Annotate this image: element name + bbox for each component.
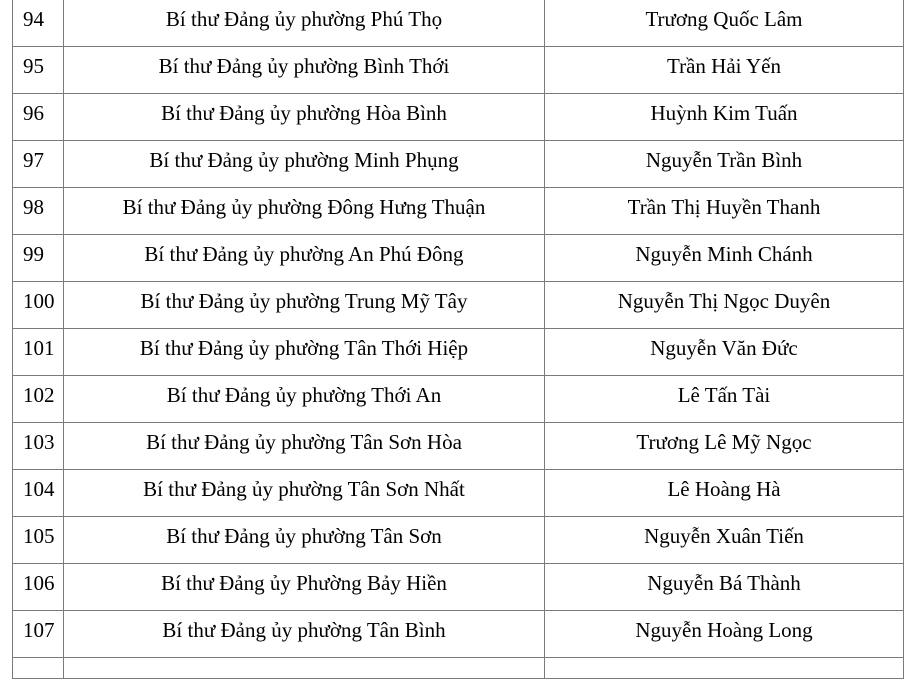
table-row [13, 517, 904, 564]
position-cell: Bí thư Đảng ủy phường Đông Hưng Thuận [64, 188, 545, 235]
person-name-cell: Nguyễn Văn Đức [545, 329, 904, 376]
position-cell: Bí thư Đảng ủy phường Tân Sơn Nhất [64, 470, 545, 517]
row-number-cell: 103 [13, 423, 64, 470]
person-name-cell: Nguyễn Bá Thành [545, 564, 904, 611]
row-number-cell: 95 [13, 47, 64, 94]
position-cell: Bí thư Đảng ủy phường Tân Sơn [64, 517, 545, 564]
position-cell: Bí thư Đảng ủy phường Minh Phụng [64, 141, 545, 188]
person-name-cell: Nguyễn Thị Ngọc Duyên [545, 282, 904, 329]
person-name-cell: Nguyễn Xuân Tiến [545, 517, 904, 564]
position-cell: Bí thư Đảng ủy phường Tân Bình [64, 611, 545, 658]
table-row [13, 235, 904, 282]
position-cell: Bí thư Đảng ủy phường An Phú Đông [64, 235, 545, 282]
appointments-table [12, 0, 904, 679]
row-number-cell: 96 [13, 94, 64, 141]
row-number-cell: 97 [13, 141, 64, 188]
position-cell: Bí thư Đảng ủy phường Hòa Bình [64, 94, 545, 141]
position-cell: Bí thư Đảng ủy Phường Bảy Hiền [64, 564, 545, 611]
person-name-cell: Nguyễn Minh Chánh [545, 235, 904, 282]
person-name-cell: Trương Lê Mỹ Ngọc [545, 423, 904, 470]
row-number-cell: 104 [13, 470, 64, 517]
table-row [13, 282, 904, 329]
person-name-cell: Nguyễn Trần Bình [545, 141, 904, 188]
table-row [13, 329, 904, 376]
row-number-cell: 107 [13, 611, 64, 658]
table-body [13, 0, 904, 679]
table-row-partial [13, 658, 904, 679]
person-name-cell: Nguyễn Hoàng Long [545, 611, 904, 658]
person-name-cell: Lê Hoàng Hà [545, 470, 904, 517]
empty-cell [64, 658, 545, 679]
person-name-cell: Trần Thị Huyền Thanh [545, 188, 904, 235]
row-number-cell: 99 [13, 235, 64, 282]
row-number-cell: 98 [13, 188, 64, 235]
table-row [13, 564, 904, 611]
person-name-cell: Trần Hải Yến [545, 47, 904, 94]
table-row [13, 611, 904, 658]
position-cell: Bí thư Đảng ủy phường Phú Thọ [64, 0, 545, 47]
table-row [13, 141, 904, 188]
table-row [13, 423, 904, 470]
person-name-cell: Lê Tấn Tài [545, 376, 904, 423]
table-row [13, 188, 904, 235]
table-row [13, 0, 904, 47]
person-name-cell: Huỳnh Kim Tuấn [545, 94, 904, 141]
person-name-cell: Trương Quốc Lâm [545, 0, 904, 47]
table-row [13, 470, 904, 517]
row-number-cell: 100 [13, 282, 64, 329]
position-cell: Bí thư Đảng ủy phường Bình Thới [64, 47, 545, 94]
empty-cell [13, 658, 64, 679]
row-number-cell: 94 [13, 0, 64, 47]
empty-cell [545, 658, 904, 679]
row-number-cell: 102 [13, 376, 64, 423]
position-cell: Bí thư Đảng ủy phường Thới An [64, 376, 545, 423]
position-cell: Bí thư Đảng ủy phường Tân Thới Hiệp [64, 329, 545, 376]
position-cell: Bí thư Đảng ủy phường Tân Sơn Hòa [64, 423, 545, 470]
table-row [13, 376, 904, 423]
row-number-cell: 105 [13, 517, 64, 564]
row-number-cell: 106 [13, 564, 64, 611]
row-number-cell: 101 [13, 329, 64, 376]
table-row [13, 47, 904, 94]
position-cell: Bí thư Đảng ủy phường Trung Mỹ Tây [64, 282, 545, 329]
table-row [13, 94, 904, 141]
